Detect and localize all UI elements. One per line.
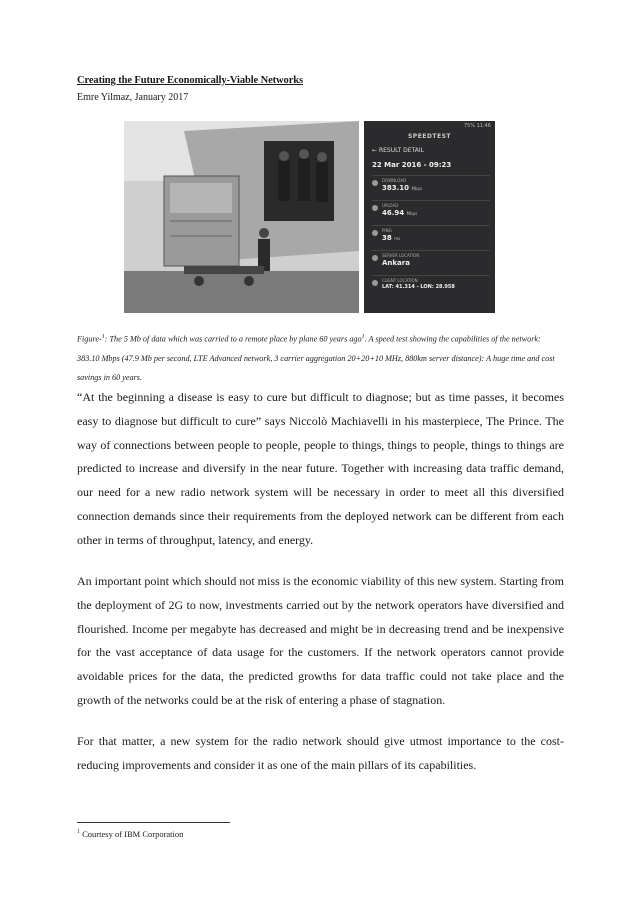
upload-label: UPLOAD — [382, 203, 399, 208]
paragraph-3: For that matter, a new system for the radio network should give utmost importance to the cost-reducing improvements and consider it as one of the main pillars of its capabilities. — [77, 734, 564, 772]
figure-speedtest-screen — [364, 121, 495, 313]
ping-row — [372, 225, 490, 246]
footnote-divider — [77, 822, 230, 823]
server-icon — [372, 255, 378, 261]
back-arrow-icon: ← — [372, 147, 379, 154]
client-location-value: LAT: 41.314 - LON: 28.958 — [382, 284, 455, 290]
download-label: DOWNLOAD — [382, 178, 407, 183]
server-location-label: SERVER LOCATION — [382, 253, 420, 258]
download-icon — [372, 180, 378, 186]
upload-icon — [372, 205, 378, 211]
upload-row — [372, 200, 490, 221]
test-date: 22 Mar 2016 - 09:23 — [372, 161, 452, 169]
author-line: Emre Yilmaz, January 2017 — [77, 92, 189, 103]
server-location-row — [372, 250, 490, 271]
speedtest-logo: SPEEDTEST — [407, 133, 451, 140]
ping-value: 38 ms — [382, 234, 401, 242]
client-location-label: CLIENT LOCATION — [382, 278, 418, 283]
download-row — [372, 175, 490, 196]
download-value: 383.10 Mbps — [382, 184, 423, 192]
client-location-row — [372, 275, 490, 296]
result-detail-header — [372, 147, 490, 154]
ping-label: PING — [382, 228, 392, 233]
location-icon — [372, 280, 378, 286]
phone-status-bar: 75% 11:46 — [463, 123, 491, 129]
footnote: $^1$ Courtesy of IBM Corporation — [77, 829, 184, 839]
figure-photo-plane — [124, 121, 359, 313]
result-detail-label: RESULT DETAIL — [378, 147, 425, 154]
document-title: Creating the Future Economically-Viable Networks — [77, 75, 303, 86]
paragraph-1: “At the beginning a disease is easy to cure but difficult to diagnose; but as time passes, it becomes easy to diagnose but difficult to cure” says Niccolò Machiavelli in his masterpiece, The Prince. The way of connections between people to people, people to things, things to people, things to things are predicted to increase and diversify in the near future. Together with increasing data traffic demand, our need for a new radio network system will be necessary in order to meet all this diversified connection demands since their requirements from the deployed network can be different from each other in terms of throughput, latency, and energy. — [77, 390, 564, 547]
upload-value: 46.94 Mbps — [382, 209, 418, 217]
plane-photo-illustration — [124, 121, 359, 313]
figure-caption: Figure-$^1$: The 5 Mb of data which was carried to a remote place by plane 60 years ago$^1$. A speed test showing the capabilities of the network: 383.10 Mbps (47.9 Mb per second, LTE Advanced network, 3 carrier aggregation 20+20+10 MHz, 880km server distance): A huge time and cost savings in 60 years. — [77, 334, 555, 382]
paragraph-2: An important point which should not miss is the economic viability of this new system. Starting from the deployment of 2G to now, investments carried out by the network operators have diversified and flourished. Income per megabyte has decreased and might be in decreasing trend and be inexpensive for the vast acceptance of data usage for the customers. If the network operators cannot provide avoidable prices for the data, the predicted growths for data traffic could not take place and the growth of the networks could be at the risk of entering a phase of stagnation. — [77, 574, 564, 707]
server-location-value: Ankara — [382, 259, 410, 267]
ping-icon — [372, 230, 378, 236]
